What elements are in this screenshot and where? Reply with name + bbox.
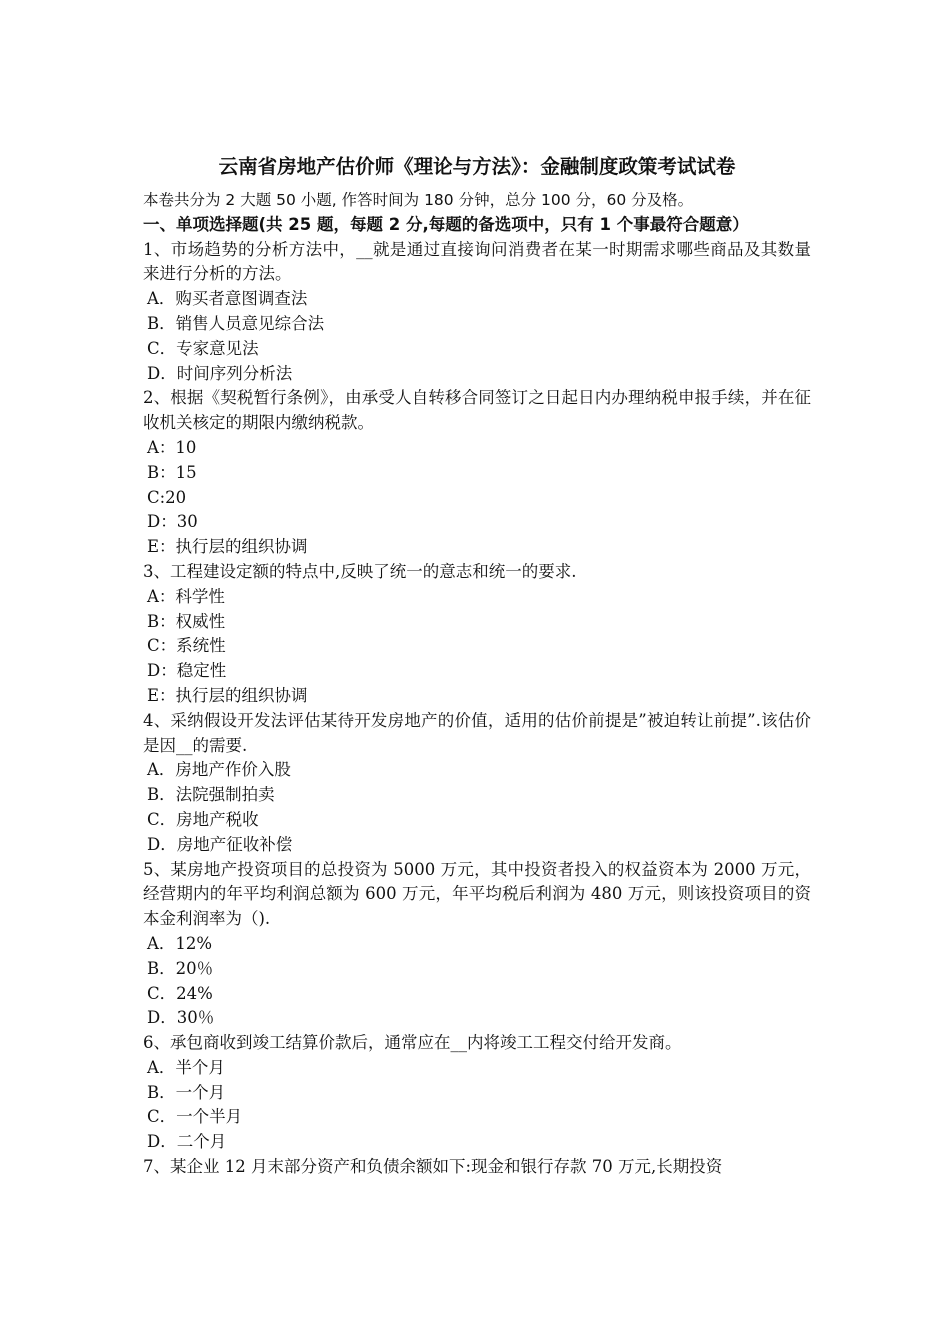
question-list xyxy=(143,238,811,1180)
question-item xyxy=(143,858,811,1032)
answer-option: D．时间序列分析法 xyxy=(147,363,293,383)
answer-option: D．房地产征收补偿 xyxy=(147,834,293,854)
exam-intro: 本卷共分为 2 大题 50 小题, 作答时间为 180 分钟，总分 100 分，60 分及格。 xyxy=(143,191,694,209)
answer-option: D．30％ xyxy=(147,1008,215,1028)
answer-option: C．24% xyxy=(147,983,213,1003)
answer-option: D：30 xyxy=(147,512,198,532)
answer-option: A．房地产作价入股 xyxy=(147,760,291,780)
answer-option: B．20％ xyxy=(147,958,214,978)
question-item xyxy=(143,1031,811,1155)
question-stem: 4、采纳假设开发法评估某待开发房地产的价值，适用的估价前提是”被迫转让前提”.该估价是因__的需要. xyxy=(143,710,811,755)
answer-option: E：执行层的组织协调 xyxy=(147,685,308,705)
answer-option: A．12% xyxy=(147,933,213,953)
question-stem: 5、某房地产投资项目的总投资为 5000 万元，其中投资者投入的权益资本为 2000 万元，经营期内的年平均利润总额为 600 万元，年平均税后利润为 480 万元，则该投资项目的资本金利润率为（). xyxy=(143,859,811,929)
answer-option: C：系统性 xyxy=(147,636,226,656)
answer-option: A：科学性 xyxy=(147,586,225,606)
answer-option: B．法院强制拍卖 xyxy=(147,785,275,805)
answer-option: C:20 xyxy=(147,487,187,507)
question-stem: 1、市场趋势的分析方法中，__就是通过直接询问消费者在某一时期需求哪些商品及其数量来进行分析的方法。 xyxy=(143,239,811,284)
answer-option: C．一个半月 xyxy=(147,1107,243,1127)
section-heading: 一、单项选择题(共 25 题，每题 2 分,每题的备选项中，只有 1 个事最符合题意） xyxy=(143,214,749,234)
question-item xyxy=(143,1155,811,1180)
question-item xyxy=(143,709,811,858)
answer-option: B．销售人员意见综合法 xyxy=(147,313,325,333)
question-stem: 2、根据《契税暂行条例》，由承受人自转移合同签订之日起日内办理纳税申报手续，并在征收机关核定的期限内缴纳税款。 xyxy=(143,388,811,433)
question-stem: 3、工程建设定额的特点中,反映了统一的意志和统一的要求. xyxy=(143,561,577,581)
answer-option: D：稳定性 xyxy=(147,661,227,681)
answer-option: C．专家意见法 xyxy=(147,338,259,358)
answer-option: D．二个月 xyxy=(147,1132,227,1152)
question-item xyxy=(143,560,811,709)
question-stem: 6、承包商收到竣工结算价款后，通常应在__内将竣工工程交付给开发商。 xyxy=(143,1033,682,1053)
answer-option: E：执行层的组织协调 xyxy=(147,537,308,557)
answer-option: C．房地产税收 xyxy=(147,809,259,829)
question-item xyxy=(143,238,811,387)
answer-option: B：15 xyxy=(147,462,197,482)
answer-option: A．半个月 xyxy=(147,1057,225,1077)
document-page xyxy=(143,152,811,1180)
document-title: 云南省房地产估价师《理论与方法》：金融制度政策考试试卷 xyxy=(218,155,736,178)
question-item xyxy=(143,386,811,560)
answer-option: B．一个月 xyxy=(147,1082,226,1102)
answer-option: B：权威性 xyxy=(147,611,226,631)
question-stem: 7、某企业 12 月末部分资产和负债余额如下:现金和银行存款 70 万元,长期投资 xyxy=(143,1157,723,1177)
answer-option: A：10 xyxy=(147,437,197,457)
answer-option: A．购买者意图调查法 xyxy=(147,289,308,309)
